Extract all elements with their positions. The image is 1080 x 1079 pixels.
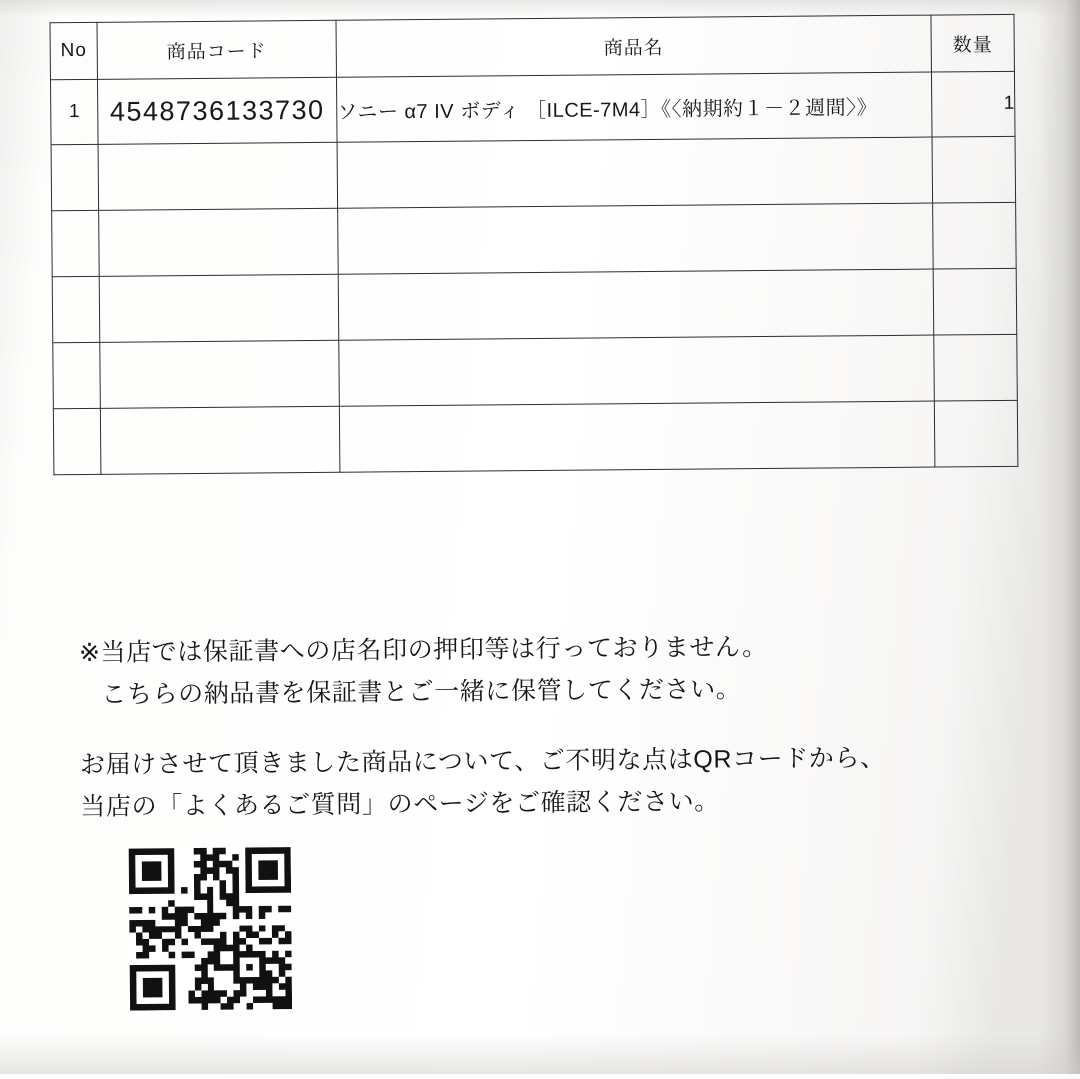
cell-name: ソニー α7 IV ボディ ［ILCE-7M4］《〈納期約１－２週間〉》 xyxy=(336,72,932,142)
column-header-code: 商品コード xyxy=(97,20,336,79)
cell-no xyxy=(51,144,99,210)
table-row xyxy=(50,71,1015,144)
cell-no xyxy=(53,408,101,474)
column-header-qty: 数量 xyxy=(931,14,1014,72)
cell-qty xyxy=(934,400,1018,467)
note-block-warranty xyxy=(79,624,980,716)
cell-name xyxy=(339,335,935,406)
table-row xyxy=(53,400,1018,474)
items-table xyxy=(49,14,1018,475)
cell-code xyxy=(99,208,339,276)
cell-name xyxy=(339,401,935,472)
cell-code xyxy=(99,274,339,342)
notes-section xyxy=(79,624,981,856)
column-header-no: No xyxy=(50,22,97,79)
cell-name xyxy=(337,137,933,208)
table-row xyxy=(51,136,1016,210)
cell-code: 4548736133730 xyxy=(97,77,337,144)
note-line: ※当店では保証書への店名印の押印等は行っておりません。 xyxy=(78,633,768,668)
cell-name xyxy=(338,203,934,274)
cell-code xyxy=(100,340,340,408)
table-header xyxy=(50,14,1014,79)
cell-code xyxy=(100,406,340,474)
column-header-name: 商品名 xyxy=(336,15,931,77)
table-row xyxy=(52,268,1017,342)
cell-name xyxy=(338,269,934,340)
cell-no: 1 xyxy=(50,79,98,144)
note-line: 当店の「よくあるご質問」のページをご確認ください。 xyxy=(80,787,720,822)
cell-qty: 1 xyxy=(931,71,1015,137)
table-body xyxy=(50,71,1017,474)
cell-qty xyxy=(934,334,1018,401)
cell-no xyxy=(52,276,100,342)
cell-no xyxy=(53,342,101,408)
cell-qty xyxy=(932,136,1016,203)
cell-qty xyxy=(933,268,1017,335)
note-line: こちらの納品書を保証書とご一緒に保管してください。 xyxy=(101,675,742,709)
cell-code xyxy=(98,142,338,210)
table-header-row xyxy=(50,14,1014,79)
note-block-faq xyxy=(80,736,981,828)
qr-code-canvas xyxy=(129,847,292,1010)
cell-qty xyxy=(933,202,1017,269)
qr-code-icon xyxy=(129,847,292,1010)
note-line: お届けさせて頂きました商品について、ご不明な点はQRコードから、 xyxy=(79,743,886,780)
cell-no xyxy=(52,210,100,276)
table-row xyxy=(53,334,1018,408)
table-row xyxy=(52,202,1017,276)
